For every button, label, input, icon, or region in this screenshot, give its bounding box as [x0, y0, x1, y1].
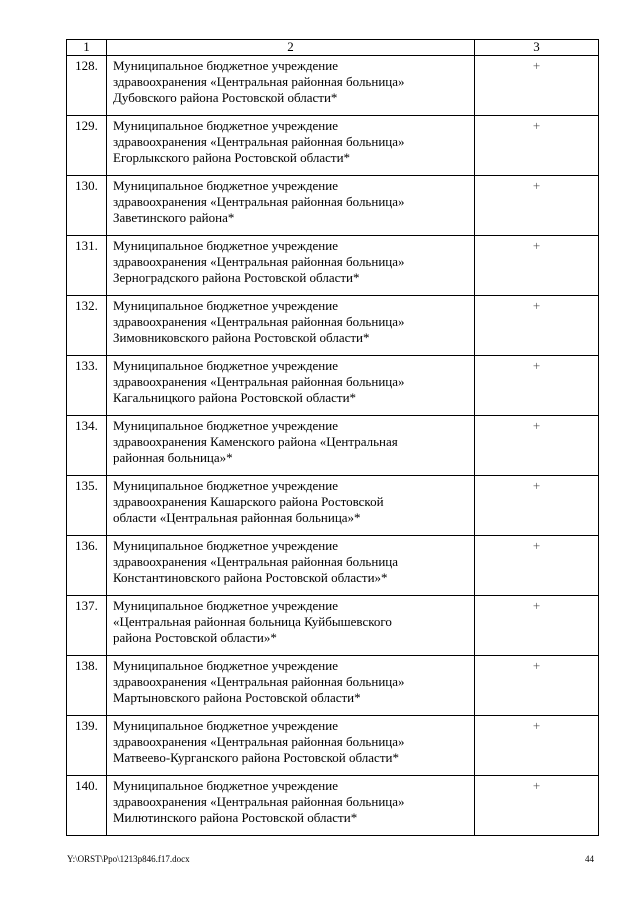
mark-cell: + [475, 116, 599, 176]
row-number: 134. [67, 416, 107, 476]
institutions-table [66, 39, 599, 836]
institution-name-line: Муниципальное бюджетное учреждение [113, 658, 338, 673]
row-number: 131. [67, 236, 107, 296]
institution-name-line: здравоохранения «Центральная районная больница» [113, 74, 405, 89]
table-row [67, 236, 599, 296]
institution-name-line: здравоохранения «Центральная районная больница» [113, 194, 405, 209]
institution-name-line: Матвеево-Курганского района Ростовской области* [113, 750, 399, 765]
institution-name-line: «Центральная районная больница Куйбышевского [113, 614, 392, 629]
mark-cell: + [475, 716, 599, 776]
institution-name-line: Зерноградского района Ростовской области* [113, 270, 360, 285]
mark-cell: + [475, 536, 599, 596]
row-number: 135. [67, 476, 107, 536]
row-number: 132. [67, 296, 107, 356]
table-row [67, 296, 599, 356]
institution-name [107, 476, 475, 536]
institution-name-line: Егорлыкского района Ростовской области* [113, 150, 351, 165]
institution-name-line: Муниципальное бюджетное учреждение [113, 118, 338, 133]
institution-name-line: здравоохранения «Центральная районная больница» [113, 794, 405, 809]
row-number: 139. [67, 716, 107, 776]
institution-name-line: района Ростовской области»* [113, 630, 277, 645]
institution-name [107, 596, 475, 656]
institution-name [107, 776, 475, 836]
institution-name-line: Дубовского района Ростовской области* [113, 90, 338, 105]
row-number: 129. [67, 116, 107, 176]
table-row [67, 656, 599, 716]
institution-name [107, 656, 475, 716]
institution-name [107, 356, 475, 416]
institution-name-line: Муниципальное бюджетное учреждение [113, 418, 338, 433]
institution-name [107, 416, 475, 476]
table-row [67, 356, 599, 416]
mark-cell: + [475, 296, 599, 356]
institution-name-line: Муниципальное бюджетное учреждение [113, 58, 338, 73]
institution-name-line: Муниципальное бюджетное учреждение [113, 178, 338, 193]
institution-name [107, 56, 475, 116]
table-row [67, 596, 599, 656]
institution-name-line: Константиновского района Ростовской области»* [113, 570, 388, 585]
institution-name-line: здравоохранения «Центральная районная больница» [113, 254, 405, 269]
institution-name-line: здравоохранения Каменского района «Центральная [113, 434, 398, 449]
institution-name [107, 236, 475, 296]
row-number: 137. [67, 596, 107, 656]
institution-name-line: Милютинского района Ростовской области* [113, 810, 358, 825]
institution-name-line: здравоохранения «Центральная районная больница» [113, 314, 405, 329]
mark-cell: + [475, 596, 599, 656]
institution-name [107, 176, 475, 236]
institution-name-line: Мартыновского района Ростовской области* [113, 690, 361, 705]
mark-cell: + [475, 476, 599, 536]
institution-name-line: Муниципальное бюджетное учреждение [113, 598, 338, 613]
table-row [67, 776, 599, 836]
column-header-1: 1 [67, 40, 107, 56]
institution-name-line: здравоохранения «Центральная районная больница [113, 554, 399, 569]
table-row [67, 416, 599, 476]
mark-cell: + [475, 416, 599, 476]
row-number: 133. [67, 356, 107, 416]
institution-name-line: здравоохранения «Центральная районная больница» [113, 674, 405, 689]
institution-name-line: Муниципальное бюджетное учреждение [113, 718, 338, 733]
institution-name-line: Муниципальное бюджетное учреждение [113, 238, 338, 253]
institution-name-line: здравоохранения Кашарского района Ростовской [113, 494, 384, 509]
institution-name [107, 296, 475, 356]
institution-name-line: Муниципальное бюджетное учреждение [113, 358, 338, 373]
institution-name-line: Зимовниковского района Ростовской области* [113, 330, 370, 345]
institution-name-line: районная больница»* [113, 450, 233, 465]
institution-name [107, 536, 475, 596]
institution-name-line: Муниципальное бюджетное учреждение [113, 778, 338, 793]
mark-cell: + [475, 236, 599, 296]
table-row [67, 116, 599, 176]
mark-cell: + [475, 656, 599, 716]
mark-cell: + [475, 176, 599, 236]
table-row [67, 56, 599, 116]
page-number: 44 [585, 854, 594, 864]
institution-name-line: здравоохранения «Центральная районная больница» [113, 134, 405, 149]
institution-name-line: области «Центральная районная больница»* [113, 510, 361, 525]
institution-name-line: Кагальницкого района Ростовской области* [113, 390, 357, 405]
row-number: 140. [67, 776, 107, 836]
file-path: Y:\ORST\Ppo\1213p846.f17.docx [67, 854, 190, 864]
mark-cell: + [475, 56, 599, 116]
institution-name-line: Муниципальное бюджетное учреждение [113, 478, 338, 493]
row-number: 138. [67, 656, 107, 716]
table-row [67, 716, 599, 776]
row-number: 130. [67, 176, 107, 236]
table-row [67, 476, 599, 536]
institution-name [107, 716, 475, 776]
row-number: 136. [67, 536, 107, 596]
column-header-3: 3 [475, 40, 599, 56]
header-row [67, 40, 599, 56]
mark-cell: + [475, 356, 599, 416]
institution-name [107, 116, 475, 176]
institution-name-line: Муниципальное бюджетное учреждение [113, 298, 338, 313]
table-row [67, 176, 599, 236]
institution-name-line: Заветинского района* [113, 210, 235, 225]
institution-name-line: Муниципальное бюджетное учреждение [113, 538, 338, 553]
institution-name-line: здравоохранения «Центральная районная больница» [113, 734, 405, 749]
table-row [67, 536, 599, 596]
institution-name-line: здравоохранения «Центральная районная больница» [113, 374, 405, 389]
column-header-2: 2 [107, 40, 475, 56]
row-number: 128. [67, 56, 107, 116]
mark-cell: + [475, 776, 599, 836]
